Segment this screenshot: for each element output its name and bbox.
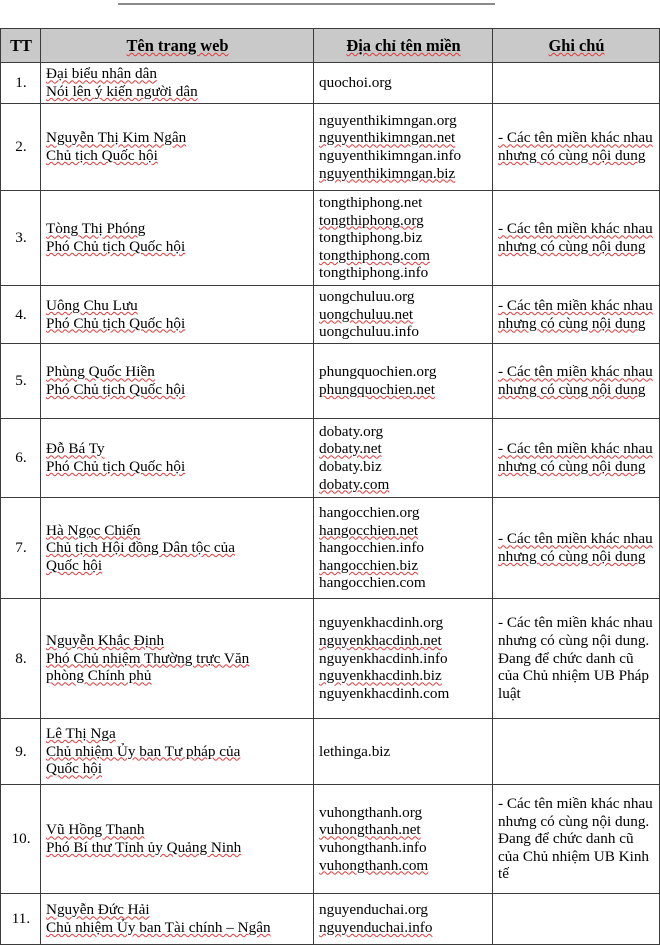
cell-note	[493, 498, 660, 599]
cell-index: 8.	[1, 599, 41, 719]
note-text: - Các tên miền khác nhau nhưng có cùng nội dung	[498, 530, 653, 565]
website-name-line: Nguyễn Đức Hải	[46, 901, 150, 919]
cell-website-name	[41, 286, 314, 344]
cell-domain-list	[314, 286, 493, 344]
column-header-domain-address-label: Địa chỉ tên miền	[346, 35, 461, 55]
column-header-tt	[1, 29, 41, 63]
cell-domain-list	[314, 894, 493, 945]
note-text: - Các tên miền khác nhau nhưng có cùng nội dung. Đang để chức danh cũ của Chủ nhiệm UB Kinh tế	[498, 794, 653, 883]
domain-entry: dobaty.com	[319, 475, 390, 493]
table-body	[1, 63, 660, 945]
domain-entry: lethinga.biz	[319, 742, 391, 760]
domain-entry: nguyenthikimngan.org	[319, 111, 457, 129]
column-header-domain-address	[314, 29, 493, 63]
table-row	[1, 498, 660, 599]
cell-domain-list	[314, 104, 493, 191]
cell-website-name	[41, 63, 314, 104]
table-row	[1, 785, 660, 894]
cell-note	[493, 104, 660, 191]
cell-note	[493, 599, 660, 719]
website-name-line: Nói lên ý kiến người dân	[46, 83, 198, 100]
domain-table	[0, 28, 660, 945]
cell-website-name	[41, 191, 314, 286]
top-horizontal-rule	[118, 3, 495, 5]
domain-entry: phungquochien.org	[319, 363, 437, 381]
website-name-line: Đại biểu nhân dân	[46, 65, 157, 83]
domain-entry: vuhongthanh.info	[319, 839, 427, 856]
cell-website-name	[41, 719, 314, 785]
website-name-line: Phó Chủ tịch Quốc hội	[46, 314, 186, 332]
domain-entry: vuhongthanh.org	[319, 803, 423, 821]
domain-entry: tongthiphong.info	[319, 264, 429, 282]
cell-domain-list	[314, 419, 493, 498]
cell-domain-list	[314, 344, 493, 419]
cell-note	[493, 344, 660, 419]
table-row	[1, 719, 660, 785]
column-header-tt-label: TT	[10, 35, 32, 55]
website-name-line: Quốc hội	[46, 556, 103, 574]
domain-entry: nguyenthikimngan.net	[319, 129, 456, 147]
website-name-line: Phó Bí thư Tỉnh ủy Quảng Ninh	[46, 839, 242, 856]
cell-website-name	[41, 785, 314, 894]
table-row	[1, 894, 660, 945]
note-text: - Các tên miền khác nhau nhưng có cùng nội dung	[498, 440, 653, 475]
domain-entry: tongthiphong.net	[319, 193, 423, 211]
table-header-row	[1, 29, 660, 63]
website-name-line: Chủ tịch Hội đồng Dân tộc của	[46, 539, 235, 557]
website-name-line: Phùng Quốc Hiền	[46, 363, 155, 381]
note-text: - Các tên miền khác nhau nhưng có cùng nội dung	[498, 129, 653, 164]
cell-index: 4.	[1, 286, 41, 344]
column-header-website-name	[41, 29, 314, 63]
website-name-line: Phó Chủ tịch Quốc hội	[46, 458, 186, 475]
domain-entry: hangocchien.biz	[319, 556, 419, 574]
table-row	[1, 599, 660, 719]
column-header-note	[493, 29, 660, 63]
cell-index: 11.	[1, 894, 41, 945]
domain-entry: tongthiphong.biz	[319, 229, 423, 247]
cell-note	[493, 419, 660, 498]
table-row	[1, 286, 660, 344]
table-row	[1, 191, 660, 286]
website-name-line: Nguyễn Khắc Định	[46, 632, 165, 650]
cell-domain-list	[314, 719, 493, 785]
cell-website-name	[41, 894, 314, 945]
cell-index: 1.	[1, 63, 41, 104]
domain-entry: nguyenduchai.info	[319, 919, 433, 936]
domain-entry: uongchuluu.net	[319, 305, 414, 323]
domain-entry: dobaty.org	[319, 422, 384, 440]
website-name-line: Uông Chu Lưu	[46, 296, 138, 314]
cell-note	[493, 719, 660, 785]
cell-note	[493, 894, 660, 945]
domain-entry: hangocchien.net	[319, 521, 419, 539]
cell-domain-list	[314, 599, 493, 719]
table-header	[1, 29, 660, 63]
domain-table-container	[0, 28, 660, 945]
domain-entry: phungquochien.net	[319, 381, 435, 398]
cell-website-name	[41, 498, 314, 599]
column-header-note-label: Ghi chú	[548, 35, 605, 55]
domain-entry: tongthiphong.com	[319, 246, 430, 264]
cell-domain-list	[314, 498, 493, 599]
website-name-line: Chủ nhiệm Ủy ban Tư pháp của	[46, 742, 241, 760]
note-text: - Các tên miền khác nhau nhưng có cùng nội dung	[498, 220, 653, 255]
cell-index: 3.	[1, 191, 41, 286]
cell-index: 5.	[1, 344, 41, 419]
domain-entry: hangocchien.com	[319, 574, 426, 592]
domain-entry: nguyenthikimngan.info	[319, 147, 462, 164]
website-name-line: Đỗ Bá Ty	[46, 440, 105, 458]
website-name-line: Chủ tịch Quốc hội	[46, 147, 158, 164]
domain-entry: nguyenduchai.org	[319, 901, 428, 919]
cell-website-name	[41, 419, 314, 498]
table-row	[1, 104, 660, 191]
website-name-line: Hà Ngọc Chiến	[46, 521, 141, 539]
website-name-line: Phó Chủ tịch Quốc hội	[46, 381, 186, 398]
cell-index: 10.	[1, 785, 41, 894]
website-name-line: Vũ Hồng Thanh	[46, 821, 145, 839]
table-row	[1, 419, 660, 498]
website-name-line: Tòng Thị Phóng	[46, 220, 146, 238]
domain-entry: quochoi.org	[319, 74, 392, 92]
cell-website-name	[41, 599, 314, 719]
domain-entry: nguyenkhacdinh.info	[319, 649, 448, 667]
cell-index: 2.	[1, 104, 41, 191]
domain-entry: hangocchien.org	[319, 503, 420, 521]
website-name-line: Phó Chủ tịch Quốc hội	[46, 238, 186, 255]
cell-website-name	[41, 344, 314, 419]
website-name-line: phòng Chính phủ	[46, 667, 152, 685]
cell-website-name	[41, 104, 314, 191]
domain-entry: uongchuluu.org	[319, 288, 415, 306]
column-header-website-name-label: Tên trang web	[126, 35, 229, 55]
domain-entry: tongthiphong.org	[319, 211, 424, 229]
domain-entry: dobaty.net	[319, 440, 382, 458]
domain-entry: nguyenthikimngan.biz	[319, 164, 456, 182]
domain-entry: nguyenkhacdinh.net	[319, 632, 442, 650]
website-name-line: Nguyễn Thị Kim Ngân	[46, 129, 187, 147]
website-name-line: Lê Thị Nga	[46, 725, 116, 743]
domain-entry: nguyenkhacdinh.org	[319, 614, 444, 632]
table-row	[1, 344, 660, 419]
website-name-line: Chủ nhiệm Ủy ban Tài chính – Ngân	[46, 919, 271, 936]
domain-entry: vuhongthanh.net	[319, 821, 421, 839]
domain-entry: vuhongthanh.com	[319, 856, 429, 874]
domain-entry: uongchuluu.info	[319, 323, 419, 341]
website-name-line: Phó Chủ nhiệm Thường trực Văn	[46, 649, 250, 667]
cell-index: 9.	[1, 719, 41, 785]
domain-entry: nguyenkhacdinh.com	[319, 684, 450, 702]
table-row	[1, 63, 660, 104]
note-text: - Các tên miền khác nhau nhưng có cùng nội dung	[498, 363, 653, 398]
domain-entry: dobaty.biz	[319, 458, 382, 475]
cell-note	[493, 63, 660, 104]
cell-note	[493, 191, 660, 286]
domain-entry: nguyenkhacdinh.biz	[319, 667, 442, 685]
website-name-line: Quốc hội	[46, 760, 103, 778]
cell-domain-list	[314, 63, 493, 104]
cell-domain-list	[314, 191, 493, 286]
note-text: - Các tên miền khác nhau nhưng có cùng nội dung. Đang để chức danh cũ của Chủ nhiệm UB Pháp luật	[498, 614, 653, 702]
cell-index: 6.	[1, 419, 41, 498]
cell-note	[493, 286, 660, 344]
cell-note	[493, 785, 660, 894]
note-text: - Các tên miền khác nhau nhưng có cùng nội dung	[498, 296, 653, 332]
domain-entry: hangocchien.info	[319, 539, 425, 557]
cell-index: 7.	[1, 498, 41, 599]
cell-domain-list	[314, 785, 493, 894]
